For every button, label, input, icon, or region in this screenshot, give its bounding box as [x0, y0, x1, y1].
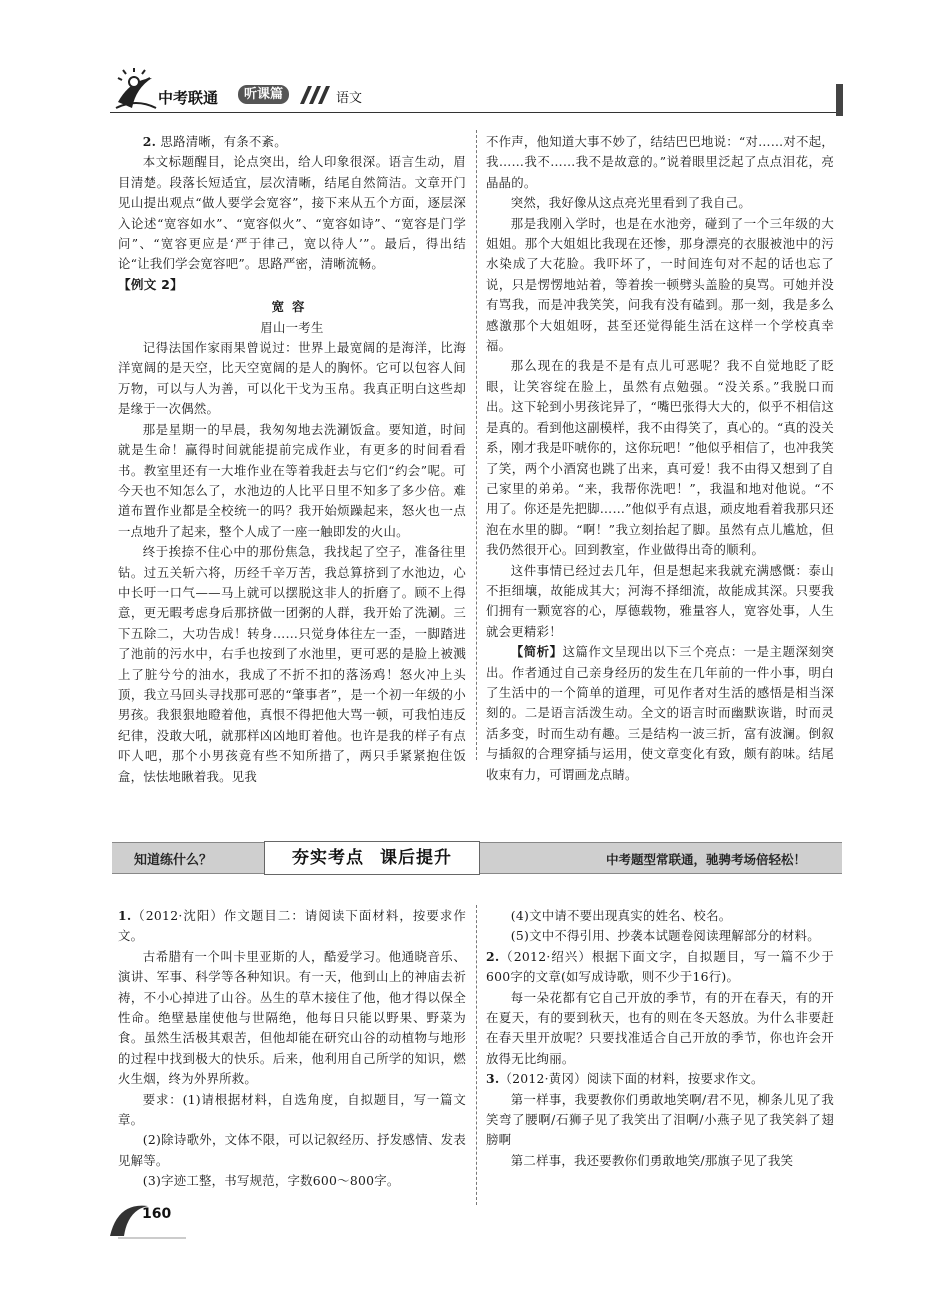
column-lower-left	[118, 906, 466, 1192]
colA-paragraph: 【例文 2】	[118, 276, 184, 292]
item-marker: 2.	[486, 948, 500, 964]
page-header	[112, 68, 852, 118]
colB-paragraph: 不作声，他知道大事不妙了，结结巴巴地说：“对……对不起，我……我不……我不是故意的。”说着眼里泛起了点点泪花，亮晶晶的。	[486, 134, 834, 190]
colA-paragraph: 终于挨捺不住心中的那份焦急，我找起了空子，准备往里钻。过五关斩六将，历经千辛万苦，我总算挤到了水池边，心中长吁一口气——马上就可以摆脱这非人的折磨了。顾不上得意，更无暇考虑身后那挤做一团粥的人群，我开始了洗涮。三下五除二，大功告成！转身……只觉身体往左一歪，一脚踏进了池前的污水中，右手也按到了水池里，更可恶的是脸上被溅上了脏兮兮的油水，我成了不折不扣的落汤鸡！怒火冲上头顶，我立马回头寻找那可恶的“肇事者”，是一个初一年级的小男孩。我狠狠地瞪着他，真恨不得把他大骂一顿，可我怕违反纪律，没敢大吼，就那样凶凶地盯着他。也许是我的样子有点吓人吧，那个小男孩竟有些不知所措了，两只手紧紧抱住饭盒，怯怯地瞅着我。见我	[118, 544, 466, 784]
header-edge-tab	[836, 84, 843, 116]
colB-paragraph: 那是我刚入学时，也是在水池旁，碰到了一个三年级的大姐姐。那个大姐姐比我现在还惨，那身漂亮的衣服被池中的污水染成了大花脸。我吓坏了，一时间连句对不起的话也忘了说，只是愣愣地站着，等着挨一顿劈头盖脸的臭骂。可她并没有骂我，而是冲我笑笑，问我有没有磕到。那一刻，我是多么感激那个大姐姐呀，甚至还觉得能生活在这样一个学校真幸福。	[486, 215, 834, 354]
colC-paragraph: (2)除诗歌外，文体不限，可以记叙经历、抒发感情、发表见解等。	[118, 1132, 466, 1168]
subject-label: 语文	[336, 91, 363, 106]
header-rule	[110, 112, 842, 113]
banner-left-text: 知道练什么？	[134, 853, 213, 868]
column-upper-right	[486, 132, 834, 785]
colB-paragraph: 突然，我好像从这点亮光里看到了我自己。	[510, 195, 751, 211]
item-marker: 2.	[142, 134, 157, 149]
colC-paragraph: 要求：(1)请根据材料，自选角度，自拟题目，写一篇文章。	[118, 1091, 466, 1128]
banner-right-text: 中考题型常联通，驰骋考场倍轻松！	[605, 852, 806, 867]
colA-paragraph: 2. 思路清晰，有条不紊。	[142, 134, 287, 149]
colB-paragraph: 这件事情已经过去几年，但是想起来我就充满感慨：泰山不拒细壤，故能成其大；河海不择细流，故能成其深。只要我们拥有一颗宽容的心，厚德载物，雅量容人，宽容处事，人生就会更精彩！	[486, 562, 834, 639]
colD-paragraph: 每一朵花都有它自己开放的季节，有的开在春天，有的开在夏天，有的要到秋天，也有的则在冬天怒放。为什么非要赶在春天里开放呢？只要找准适合自己开放的季节，你也许会开放得无比绚丽。	[486, 989, 834, 1066]
colA-paragraph: 本文标题醒目，论点突出，给人印象很深。语言生动，眉目清楚。段落长短适宜，层次清晰，结尾自然简洁。文章开门见山提出观点“做人要学会宽容”，接下来从五个方面，逐层深入论述“宽容如水”、“宽容似火”、“宽容如诗”、“宽容是门学问”、“宽容更应是‘严于律己，宽以待人’”。最后，得出结论“让我们学会宽容吧”。思路严密，清晰流畅。	[118, 154, 466, 272]
colD-paragraph: (4)文中请不要出现真实的姓名、校名。	[510, 908, 732, 923]
colA-paragraph: 记得法国作家雨果曾说过：世界上最宽阔的是海洋，比海洋宽阔的是天空，比天空宽阔的是人的胸怀。它可以包容人间万物，可以与人为善，可以化干戈为玉帛。我真正明白这些却是缘于一次偶然。	[118, 340, 466, 417]
practice-banner	[112, 842, 842, 874]
colD-paragraph: 第二样事，我还要教你们勇敢地笑/那旗子见了我笑	[510, 1152, 794, 1168]
page-number: 160	[142, 1206, 172, 1222]
colB-paragraph: 那么现在的我是不是有点儿可恶呢？我不自觉地眨了眨眼，让笑容绽在脸上，虽然有点勉强。“没关系。”我脱口而出。这下轮到小男孩诧异了，“嘴巴张得大大的，似乎不相信这是真的。看到他这副模样，我不由得笑了，真心的。“真的没关系，刚才我是吓唬你的，这你玩吧！”他似乎相信了，也冲我笑了笑，两个小酒窝也跳了出来，真可爱！我不由得又想到了自己家里的弟弟。“来，我帮你洗吧！”，我温和地对他说。“不用了。你还是先把脚……”他似乎有点退，顽皮地看着我那只还泡在水里的脚。“啊！”我立刻抬起了脚。虽然有点儿尴尬，但我仍然很开心。回到教室，作业做得出奇的顺利。	[486, 358, 834, 558]
colD-paragraph: 3.（2012·黄冈）阅读下面的材料，按要求作文。	[486, 1071, 764, 1087]
column-lower-right	[486, 906, 834, 1171]
column-divider	[476, 130, 477, 760]
column-upper-left	[118, 132, 466, 787]
item-marker: 1.	[118, 908, 132, 923]
colB-paragraph: 【简析】这篇作文呈现出以下三个亮点：一是主题深刻突出。作者通过自己亲身经历的发生在几年前的一件小事，明白了生活中的一个简单的道理，可见作者对生活的感悟是相当深刻的。二是语言活泼生动。全文的语言时而幽默诙谐，时而灵活多变，时而生动有趣。三是结构一波三折，富有波澜。倒叙与插叙的合理穿插与运用，使文章变化有致，颇有韵味。结尾收束有力，可谓画龙点睛。	[486, 644, 835, 782]
item-marker: 【简析】	[510, 644, 563, 660]
banner-title-box	[264, 841, 480, 875]
colA-paragraph: 那是星期一的早晨，我匆匆地去洗涮饭盒。要知道，时间就是生命！赢得时间就能提前完成作业，有更多的时间看看书。教室里还有一大堆作业在等着我赶去与它们“约会”呢。可今天也不知怎么了，水池边的人比平日里不知多了多少倍。难道布置作业都是全校统一的吗？我开始烦躁起来，怒火也一点一点地升了起来，整个人成了一座一触即发的火山。	[118, 421, 466, 539]
section-badge: 听课篇	[238, 85, 289, 104]
colD-paragraph: 2.（2012·绍兴）根据下面文字，自拟题目，写一篇不少于600字的文章(如写成诗歌，则不少于16行)。	[486, 948, 834, 985]
colC-paragraph: (3)字迹工整，书写规范，字数600～800字。	[142, 1173, 400, 1189]
colC-paragraph: 1.（2012·沈阳）作文题目二：请阅读下面材料，按要求作文。	[118, 908, 466, 944]
sun-tree-logo-icon	[112, 68, 160, 112]
colD-paragraph: 第一样事，我要教你们勇敢地笑啊/君不见，柳条儿见了我笑弯了腰啊/石狮子见了我笑出了泪啊/小燕子见了我笑斜了翅膀啊	[486, 1091, 834, 1148]
banner-title-a: 夯实考点	[292, 848, 364, 868]
brand-title: 中考联通	[158, 89, 219, 107]
slash-decoration-icon	[300, 86, 330, 104]
colA-paragraph: 眉山一考生	[260, 319, 324, 335]
colA-paragraph: 宽容	[271, 299, 313, 315]
column-divider-lower	[476, 905, 477, 1205]
colC-paragraph: 古希腊有一个叫卡里亚斯的人，酷爱学习。他通晓音乐、演讲、军事、科学等各种知识。有一天，他到山上的神庙去祈祷，不小心掉进了山谷。丛生的草木接住了他，他才得以保全性命。绝壁悬崖使他与世隔绝，他每日只能以野果、野菜为食。虽然生活极其艰苦，但他却能在研究山谷的动植物与地形的过程中找到极大的快乐。后来，他利用自己所学的知识，燃火生烟，终为外界所救。	[118, 948, 466, 1087]
item-marker: 3.	[486, 1071, 500, 1087]
banner-title-b: 课后提升	[380, 848, 452, 868]
colD-paragraph: (5)文中不得引用、抄袭本试题卷阅读理解部分的材料。	[510, 928, 820, 944]
